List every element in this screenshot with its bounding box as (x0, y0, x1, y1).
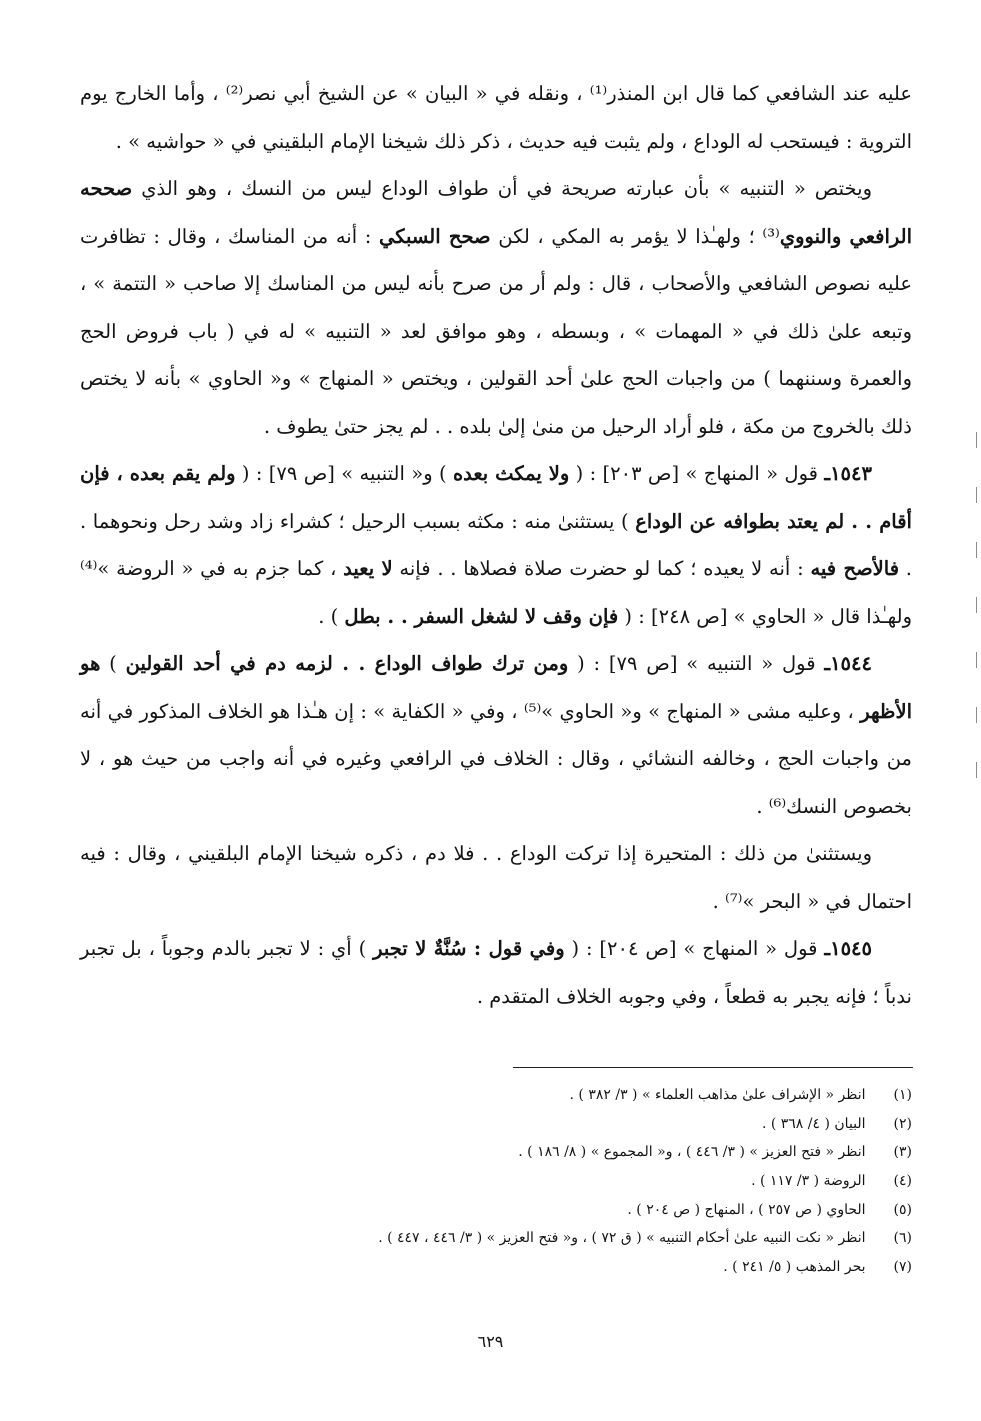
paragraph (80, 830, 912, 925)
text-run: . (712, 889, 726, 913)
text-run: ؛ ولهـٰذا لا يؤمر به المكي ، لكن (490, 224, 763, 248)
text-run: عليه عند الشافعي كما قال ابن المنذر (607, 82, 913, 105)
text-run: قول « المنهاج » [ص ٢٠٤] : ( (564, 937, 825, 960)
footnote-number: (٤) (893, 1173, 912, 1190)
text-run: ⁽⁴⁾ (80, 557, 98, 580)
text-run: ⁽³⁾ (762, 224, 780, 248)
footnote-number: (٥) (893, 1201, 912, 1218)
paragraph (80, 925, 912, 1020)
text-run: ⁽⁷⁾ (725, 889, 743, 913)
text-run: ، وفي « الكفاية » : إن هـٰذا هو الخلاف المذكور في أنه من واجبات الحج ، وخالفه النشائي ، وقال : الخلاف في الرافعي وغيره في أنه واجب من حيث هو ، لا بخصوص النسك (80, 699, 912, 818)
bold-text: ولا يمكث بعده (452, 462, 570, 485)
footnote-text: الحاوي ( ص ٢٥٧ ) ، المنهاج ( ص ٢٠٤ ) . (627, 1201, 870, 1218)
text-run: : أنه لا يعيده ؛ كما لو حضرت صلاة فصلاها . . فإنه (392, 557, 811, 580)
footnote-number: (١) (893, 1087, 912, 1103)
text-run: ، ونقله في « البيان » عن الشيخ أبي نصر (243, 82, 590, 105)
text-run: ⁽²⁾ (225, 82, 244, 105)
text-run: قول « المنهاج » [ص ٢٠٣] : ( (569, 462, 825, 485)
text-run: ) و« التنبيه » [ص ٧٩] : ( (235, 462, 453, 485)
footnote (80, 1138, 912, 1167)
footnote-number: (٣) (893, 1144, 912, 1161)
paragraph (80, 70, 912, 165)
footnote-number: (٧) (893, 1259, 912, 1276)
text-run: ⁽¹⁾ (589, 82, 608, 105)
bold-text: وفي قول : سُنَّةٌ لا تجبر (373, 937, 565, 960)
margin-marks (969, 0, 981, 1421)
footnote (80, 1081, 912, 1110)
footnote-separator (513, 1067, 913, 1068)
paragraph (80, 450, 912, 640)
text-run: ⁽⁶⁾ (768, 794, 787, 818)
footnote-text: بحر المذهب ( ٥/ ٢٤١ ) . (723, 1259, 870, 1276)
bold-text: ١٥٤٣ـ (824, 462, 872, 485)
bold-text: فإن وقف لا لشغل السفر . . بطل (344, 604, 619, 628)
bold-text: ١٥٤٤ـ (824, 652, 872, 675)
text-run: ) (100, 652, 126, 675)
footnote-text: الروضة ( ٣/ ١١٧ ) . (751, 1173, 870, 1190)
footnote (80, 1196, 912, 1225)
bold-text: ولم يقم بعده ، فإن أقام . . لم يعتد بطوافه عن الوداع (80, 462, 912, 533)
paragraph (80, 640, 912, 830)
footnote (80, 1110, 912, 1139)
text-run: قول « التنبيه » [ص ٧٩] : ( (568, 652, 825, 675)
footnote-text: البيان ( ٤/ ٣٦٨ ) . (761, 1115, 870, 1132)
text-run: ) يستثنىٰ منه : مكثه بسبب الرحيل ؛ كشراء زاد وشد رحل ونحوهما . . (80, 509, 913, 580)
bold-text: صحح السبكي (378, 224, 491, 248)
text-run: ويستثنىٰ من ذلك : المتحيرة إذا تركت الوداع . . فلا دم ، ذكره شيخنا الإمام البلقيني ، وقال : فيه احتمال في « البحر » (80, 842, 912, 913)
paragraph (80, 165, 912, 450)
footnote-text: انظر « الإشراف علىٰ مذاهب العلماء » ( ٣/ ٣٨٢ ) . (569, 1087, 870, 1103)
bold-text: ١٥٤٥ـ (824, 937, 872, 960)
footnote-text: انظر « فتح العزيز » ( ٣/ ٤٤٦ ) ، و« المجموع » ( ٨/ ١٨٦ ) . (518, 1144, 870, 1161)
footnotes (80, 1081, 912, 1282)
footnote-text: انظر « نكت النبيه علىٰ أحكام التنبيه » ( ق ٧٢ ) ، و« فتح العزيز » ( ٣/ ٤٤٦ ، ٤٤٧ ) . (378, 1230, 870, 1247)
text-run: : أنه من المناسك ، وقال : تظافرت عليه نصوص الشافعي والأصحاب ، قال : ولم أر من صرح بأنه ليس من المناسك إلا صاحب « التتمة » ، وتبعه علىٰ ذلك في « المهمات » ، وبسطه ، وهو موافق لعد « التنبيه » له في ( باب فروض الحج والعمرة وسننهما ) من واجبات الحج علىٰ أحد القولين ، ويختص « المنهاج » و« الحاوي » بأنه لا يختص ذلك بالخروج من مكة ، فلو أراد الرحيل من منىٰ إلىٰ بلده . . لم يجز حتىٰ يطوف . (80, 224, 912, 438)
text-run: ، كما جزم به في « الروضة » (97, 557, 344, 580)
text-run: ، وعليه مشى « المنهاج » و« الحاوي » (541, 699, 861, 723)
footnote (80, 1224, 912, 1253)
bold-text: هو الأظهر (80, 652, 912, 723)
text-run: ويختص « التنبيه » بأن عبارته صريحة في أن طواف الوداع ليس من النسك ، وهو الذي (132, 177, 872, 200)
text-run: ) أي : لا تجبر بالدم وجوباً ، بل تجبر ندباً ؛ فإنه يجبر به قطعاً ، وفي وجوبه الخلاف المتقدم . (80, 937, 912, 1008)
text-run: ⁽⁵⁾ (523, 699, 542, 723)
footnote (80, 1167, 912, 1196)
bold-text: ومن ترك طواف الوداع . . لزمه دم في أحد القولين (125, 652, 569, 675)
bold-text: صححه الرافعي والنووي (80, 177, 912, 248)
text-run: ولهـٰذا قال « الحاوي » [ص ٢٤٨] : ( (618, 604, 912, 628)
footnote-number: (٢) (893, 1115, 912, 1132)
text-run: ، وأما الخارج يوم التروية : فيستحب له الوداع ، ولم يثبت فيه حديث ، ذكر ذلك شيخنا الإمام البلقيني في « حواشيه » . (80, 82, 912, 153)
footnote-number: (٦) (893, 1230, 912, 1247)
footnote (80, 1253, 912, 1282)
page-number: ٦٢٩ (477, 1332, 504, 1351)
text-run: ) . (318, 604, 345, 628)
text-run: . (756, 794, 769, 818)
main-text (80, 70, 912, 1020)
bold-text: لا يعيد (343, 557, 393, 580)
bold-text: فالأصح فيه (810, 557, 900, 580)
